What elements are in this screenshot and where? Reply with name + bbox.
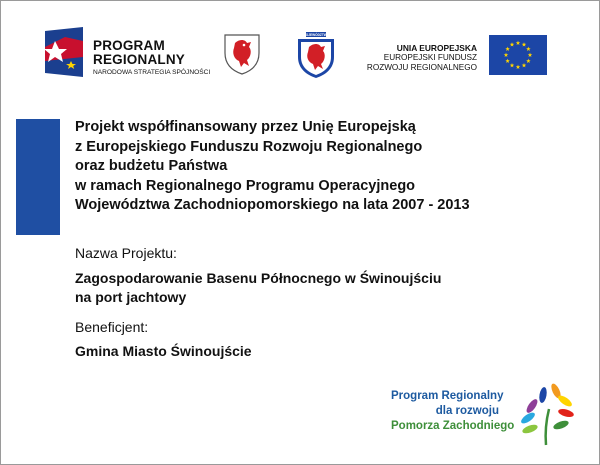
- program-regionalny-logo: [43, 27, 213, 85]
- program-regionalny-title-line1: PROGRAM: [93, 38, 165, 53]
- eu-name: UNIA EUROPEJSKA: [396, 43, 477, 53]
- crest-label: WOJEWÓDZTWO: [302, 33, 330, 38]
- beneficiary-label: Beneficjent:: [75, 319, 149, 335]
- griffin-crest-icon: [223, 33, 261, 75]
- leaf-tree-logo-icon: [516, 381, 576, 447]
- eu-fund-text: [341, 43, 477, 73]
- accent-bar: [16, 119, 60, 235]
- funding-line: Województwa Zachodniopomorskiego na lata 2007 - 2013: [75, 197, 470, 213]
- funding-line: z Europejskiego Funduszu Rozwoju Regionalnego: [75, 138, 423, 155]
- funding-line: Projekt współfinansowany przez Unię Europejską: [75, 119, 416, 135]
- project-name-line1: Zagospodarowanie Basenu Północnego w Świnoujściu: [75, 270, 442, 286]
- project-name-line2: na port jachtowy: [75, 289, 187, 305]
- footer-line3: Pomorza Zachodniego: [391, 420, 515, 432]
- funding-statement: [75, 118, 585, 216]
- eu-flag-icon: [489, 35, 547, 75]
- footer-line1: Program Regionalny: [391, 390, 504, 402]
- funding-line: w ramach Regionalnego Programu Operacyjnego: [75, 177, 416, 194]
- regional-program-footer-text: [391, 389, 515, 434]
- program-regionalny-emblem-icon: [43, 27, 85, 79]
- program-regionalny-title-line2: REGIONALNY: [93, 52, 186, 67]
- eu-fund-line2: ROZWOJU REGIONALNEGO: [366, 63, 477, 72]
- program-regionalny-subtitle: NARODOWA STRATEGIA SPÓJNOŚCI: [93, 69, 211, 76]
- footer-line2: dla rozwoju: [435, 405, 499, 417]
- project-name-label: Nazwa Projektu:: [75, 245, 177, 261]
- funding-line: oraz budżetu Państwa: [75, 158, 228, 174]
- beneficiary-value: Gmina Miasto Świnoujście: [75, 343, 252, 359]
- voivodeship-crest-icon: [295, 31, 337, 79]
- eu-fund-line1: EUROPEJSKI FUNDUSZ: [383, 53, 477, 62]
